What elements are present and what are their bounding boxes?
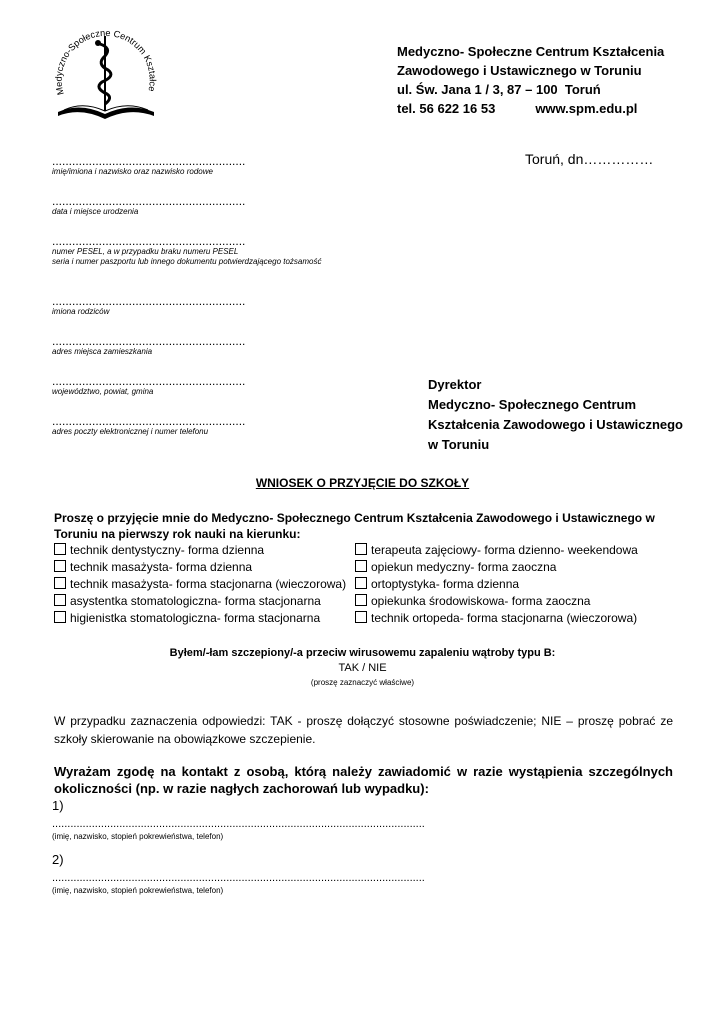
organization-header	[397, 42, 664, 118]
org-name-line2: Zawodowego i Ustawicznego w Toruniu	[397, 63, 642, 78]
contact-dots[interactable]: ..........................................................................................................................	[52, 818, 425, 830]
logo-ring-text: Medyczno-Społeczne Centrum Kształce	[53, 27, 158, 97]
option-item[interactable]	[355, 593, 638, 610]
contact-entry-1	[52, 798, 425, 842]
field-label-2: seria i numer paszportu lub innego dokumentu potwierdzającego tożsamość	[52, 257, 322, 266]
city-date: Toruń, dn……………	[525, 151, 654, 167]
field-label: numer PESEL, a w przypadku braku numeru PESEL	[52, 247, 239, 256]
contact-label: (imię, nazwisko, stopień pokrewieństwa, telefon)	[52, 886, 224, 895]
field-label: imię/imiona i nazwisko oraz nazwisko rodowe	[52, 167, 213, 176]
recipient-line: Medyczno- Społecznego Centrum	[428, 397, 637, 412]
option-item[interactable]	[54, 559, 346, 576]
field-dots[interactable]: ..........................................................	[52, 414, 246, 428]
checkbox-icon[interactable]	[355, 611, 367, 623]
option-label: technik masażysta- forma dzienna	[70, 560, 253, 574]
field-dots[interactable]: ..........................................................	[52, 154, 246, 168]
field-label: data i miejsce urodzenia	[52, 207, 139, 216]
field-label: województwo, powiat, gmina	[52, 387, 154, 396]
option-label: opiekun medyczny- forma zaoczna	[371, 560, 557, 574]
contact-dots[interactable]: ..........................................................................................................................	[52, 872, 425, 884]
option-item[interactable]	[54, 610, 346, 627]
checkbox-icon[interactable]	[355, 594, 367, 606]
contact-label: (imię, nazwisko, stopień pokrewieństwa, telefon)	[52, 832, 224, 841]
field-label: adres miejsca zamieszkania	[52, 347, 153, 356]
field-dots[interactable]: ..........................................................	[52, 194, 246, 208]
option-label: opiekunka środowiskowa- forma zaoczna	[371, 594, 591, 608]
option-item[interactable]	[54, 593, 346, 610]
applicant-field-birth	[52, 195, 245, 217]
field-label: adres poczty elektronicznej i numer telefonu	[52, 427, 209, 436]
document-title: WNIOSEK O PRZYJĘCIE DO SZKOŁY	[255, 476, 470, 490]
checkbox-icon[interactable]	[54, 611, 66, 623]
applicant-field-name	[52, 155, 245, 177]
option-item[interactable]	[355, 576, 638, 593]
vaccination-question: Byłem/-łam szczepiony/-a przeciw wirusowemu zapaleniu wątroby typu B:	[169, 647, 556, 659]
option-label: technik ortopeda- forma stacjonarna (wieczorowa)	[371, 611, 638, 625]
application-intro: Proszę o przyjęcie mnie do Medyczno- Społecznego Centrum Kształcenia Zawodowego i Ustawicznego w Toruniu na pierwszy rok nauki na kierunku:	[54, 511, 655, 541]
options-left	[54, 542, 346, 627]
school-logo	[50, 14, 160, 124]
recipient-line: Kształcenia Zawodowego i Ustawicznego	[428, 417, 683, 432]
checkbox-icon[interactable]	[355, 543, 367, 555]
checkbox-icon[interactable]	[355, 577, 367, 589]
org-phone: tel. 56 622 16 53	[397, 101, 496, 116]
option-label: technik masażysta- forma stacjonarna (wieczorowa)	[70, 577, 347, 591]
org-website: www.spm.edu.pl	[535, 101, 638, 116]
applicant-field-contact	[52, 415, 245, 437]
contact-number: 1)	[52, 798, 64, 813]
org-contact	[397, 99, 664, 118]
field-dots[interactable]: ..........................................................	[52, 234, 246, 248]
option-label: asystentka stomatologiczna- forma stacjonarna	[70, 594, 321, 608]
applicant-field-pesel	[52, 235, 321, 267]
contact-entry-2	[52, 852, 425, 896]
applicant-field-parents	[52, 295, 245, 317]
options-right	[355, 542, 638, 627]
checkbox-icon[interactable]	[54, 594, 66, 606]
checkbox-icon[interactable]	[54, 543, 66, 555]
option-label: terapeuta zajęciowy- forma dzienno- weekendowa	[371, 543, 638, 557]
option-item[interactable]	[355, 559, 638, 576]
contact-number: 2)	[52, 852, 64, 867]
vaccination-note: W przypadku zaznaczenia odpowiedzi: TAK - proszę dołączyć stosowne poświadczenie; NIE – proszę pobrać ze szkoły skierowanie na obowiązkowe szczepienie.	[54, 714, 673, 746]
applicant-field-region	[52, 375, 245, 397]
org-name-line1: Medyczno- Społeczne Centrum Kształcenia	[397, 44, 665, 59]
recipient-block	[428, 375, 683, 455]
applicant-field-address	[52, 335, 245, 357]
option-item[interactable]	[355, 542, 638, 559]
vaccination-hint: (proszę zaznaczyć właściwe)	[310, 678, 415, 687]
field-label: imiona rodziców	[52, 307, 110, 316]
field-dots[interactable]: ..........................................................	[52, 294, 246, 308]
org-address: ul. Św. Jana 1 / 3, 87 – 100 Toruń	[397, 82, 601, 97]
checkbox-icon[interactable]	[54, 560, 66, 572]
recipient-line: w Toruniu	[428, 437, 490, 452]
field-dots[interactable]: ..........................................................	[52, 374, 246, 388]
vaccination-answer[interactable]: TAK / NIE	[338, 662, 387, 674]
recipient-line: Dyrektor	[428, 377, 482, 392]
checkbox-icon[interactable]	[54, 577, 66, 589]
option-item[interactable]	[355, 610, 638, 627]
option-label: technik dentystyczny- forma dzienna	[70, 543, 265, 557]
checkbox-icon[interactable]	[355, 560, 367, 572]
option-item[interactable]	[54, 542, 346, 559]
option-label: higienistka stomatologiczna- forma stacjonarna	[70, 611, 321, 625]
field-dots[interactable]: ..........................................................	[52, 334, 246, 348]
option-item[interactable]	[54, 576, 346, 593]
consent-statement: Wyrażam zgodę na kontakt z osobą, którą należy zawiadomić w razie wystąpienia szczególnych okoliczności (np. w razie nagłych zachorowań lub wypadku):	[54, 764, 673, 796]
option-label: ortoptystyka- forma dzienna	[371, 577, 520, 591]
